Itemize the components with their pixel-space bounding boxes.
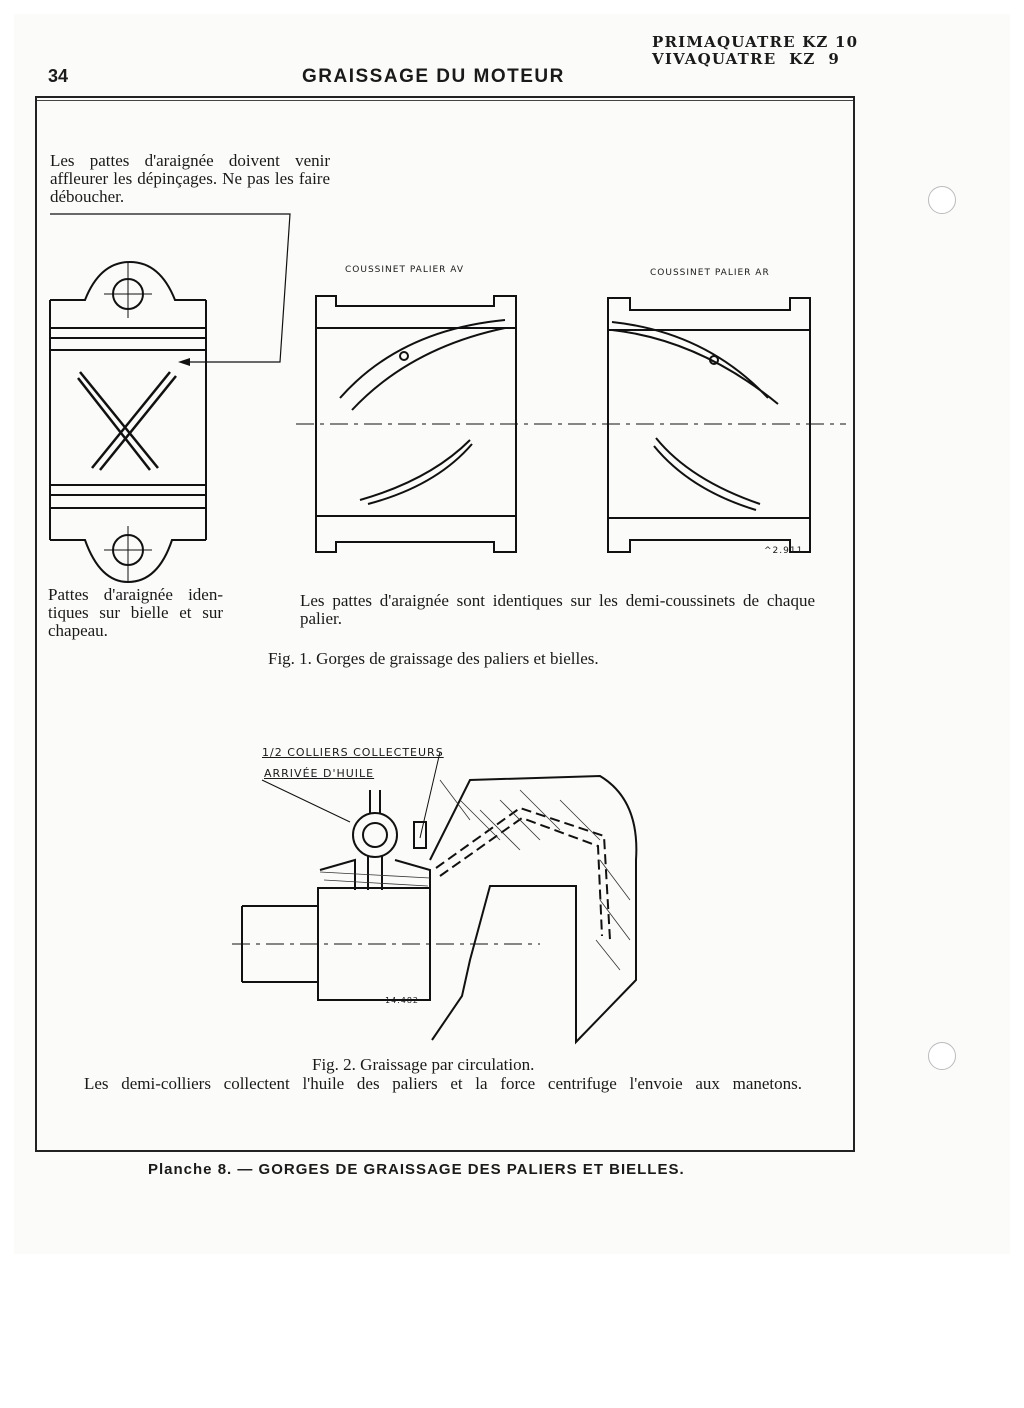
plate-caption: Planche 8. — GORGES DE GRAISSAGE DES PALIERS ET BIELLES. — [148, 1161, 685, 1178]
leader-arrow — [178, 358, 190, 366]
drawing-reference: ^2.911 — [764, 546, 804, 556]
caption-top: Les pattes d'araignée doivent venir affleurer les dépinçages. Ne pas les faire déboucher. — [50, 151, 330, 206]
label-arrivee-huile: ARRIVÉE D'HUILE — [264, 767, 375, 780]
drawing-reference: 14.482 — [385, 996, 419, 1005]
rod-bearing-drawing — [50, 262, 206, 582]
crank-circulation-drawing — [232, 752, 636, 1042]
label-colliers: 1/2 COLLIERS COLLECTEURS — [262, 746, 444, 759]
caption-bearing-shells: Les pattes d'araignée sont identiques sur les demi-coussinets de chaque palier. — [300, 591, 815, 628]
bearing-shell-ar — [608, 298, 810, 552]
figure-2-title: Fig. 2. Graissage par circulation. — [312, 1055, 535, 1074]
caption-rod-bearing: Pattes d'araignée iden-tiques sur bielle et sur chapeau. — [48, 585, 223, 640]
label-coussinet-av: COUSSINET PALIER AV — [345, 265, 465, 275]
figure-1-title: Fig. 1. Gorges de graissage des paliers et bielles. — [268, 649, 599, 668]
page-title: GRAISSAGE DU MOTEUR — [302, 66, 565, 87]
label-coussinet-ar: COUSSINET PALIER AR — [650, 268, 770, 278]
page-number: 34 — [48, 66, 69, 86]
model-line: VIVAQUATRE KZ 9 — [652, 50, 841, 68]
figure-2-description: Les demi-colliers collectent l'huile des paliers et la force centrifuge l'envoie aux manetons. — [84, 1074, 802, 1093]
model-line: PRIMAQUATRE KZ 10 — [652, 33, 859, 51]
